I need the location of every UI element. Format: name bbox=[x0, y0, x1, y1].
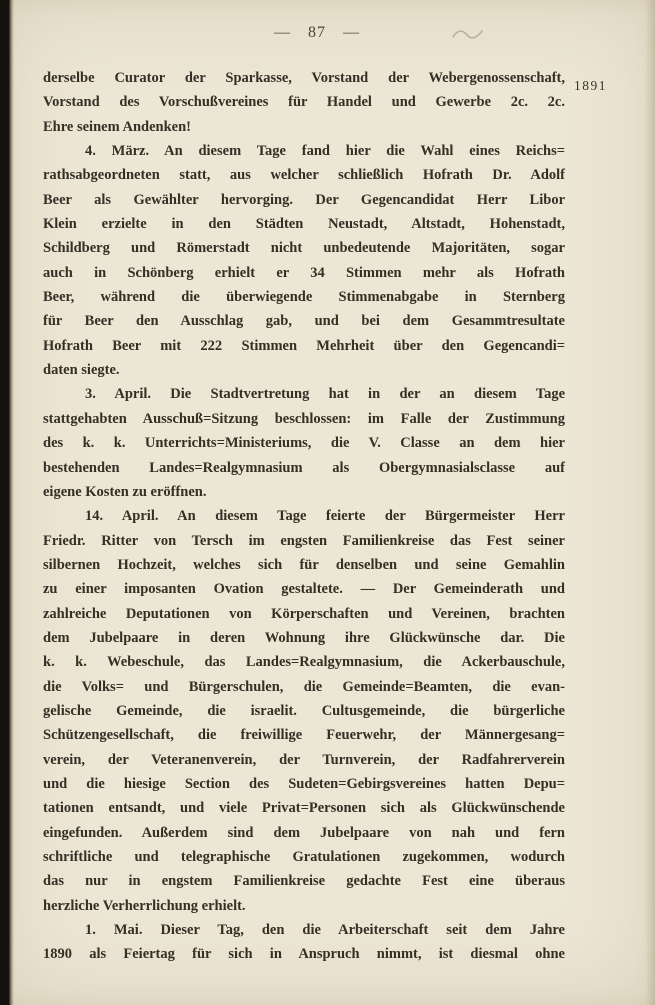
text-line: schriftliche und telegraphische Gratulationen zugekommen, wodurch bbox=[43, 849, 565, 865]
text-block bbox=[43, 66, 565, 967]
text-line: das nur in engstem Familienkreise gedachte Fest eine überaus bbox=[43, 873, 565, 890]
text-line: bestehenden Landes=Realgymnasium als Obergymnasialsclasse auf bbox=[43, 459, 565, 476]
text-line: Schützengesellschaft, die freiwillige Feuerwehr, der Männergesang= bbox=[43, 727, 565, 744]
text-line: Hofrath Beer mit 222 Stimmen Mehrheit über den Gegencandi= bbox=[43, 337, 565, 354]
text-line: des k. k. Unterrichts=Ministeriums, die V. Classe an dem hier bbox=[43, 435, 565, 452]
margin-year-note: 1891 bbox=[574, 78, 607, 93]
text-line: und die hiesige Section des Sudeten=Gebirgsvereines hatten Depu= bbox=[43, 775, 565, 792]
text-line: Beer als Gewählter hervorging. Der Gegencandidat Herr Libor bbox=[43, 191, 565, 208]
text-line: auch in Schönberg erhielt er 34 Stimmen mehr als Hofrath bbox=[43, 264, 565, 281]
page-number: — 87 — bbox=[274, 24, 360, 41]
text-line: herzliche Verherrlichung erhielt. bbox=[43, 897, 246, 914]
text-line: 1890 als Feiertag für sich in Anspruch nimmt, ist diesmal ohne bbox=[43, 946, 565, 963]
text-line: Vorstand des Vorschußvereines für Handel und Gewerbe 2c. 2c. bbox=[43, 94, 565, 111]
text-line: 3. April. Die Stadtvertretung hat in der an diesem Tage bbox=[85, 386, 565, 403]
text-line: rathsabgeordneten statt, aus welcher schließlich Hofrath Dr. Adolf bbox=[43, 167, 565, 184]
text-line: derselbe Curator der Sparkasse, Vorstand der Webergenossenschaft, bbox=[43, 70, 565, 86]
text-line: Schildberg und Römerstadt nicht unbedeutende Majoritäten, sogar bbox=[43, 240, 565, 257]
text-line: tationen entsandt, und viele Privat=Personen sich als Glückwünschende bbox=[43, 800, 565, 817]
text-line: eingefunden. Außerdem sind dem Jubelpaare von nah und fern bbox=[43, 824, 565, 841]
text-line: Ehre seinem Andenken! bbox=[43, 118, 191, 135]
text-line: verein, der Veteranenverein, der Turnverein, der Radfahrerverein bbox=[43, 751, 565, 768]
text-line: gelische Gemeinde, die israelit. Cultusgemeinde, die bürgerliche bbox=[43, 702, 565, 719]
scan-edge-left bbox=[0, 0, 14, 1005]
text-line: Beer, während die überwiegende Stimmenabgabe in Sternberg bbox=[43, 289, 565, 306]
text-line: 14. April. An diesem Tage feierte der Bürgermeister Herr bbox=[85, 508, 565, 525]
text-line: eigene Kosten zu eröffnen. bbox=[43, 483, 207, 500]
text-line: 4. März. An diesem Tage fand hier die Wahl eines Reichs= bbox=[85, 143, 565, 160]
pencil-squiggle-icon bbox=[452, 27, 484, 43]
text-line: Friedr. Ritter von Tersch im engsten Familienkreise das Fest seiner bbox=[43, 532, 565, 549]
text-line: daten siegte. bbox=[43, 362, 120, 379]
text-line: Klein erzielte in den Städten Neustadt, Altstadt, Hohenstadt, bbox=[43, 216, 565, 233]
page-shade-right bbox=[645, 0, 655, 1005]
text-line: zahlreiche Deputationen von Körperschaften und Vereinen, brachten bbox=[43, 605, 565, 622]
text-line: dem Jubelpaare in deren Wohnung ihre Glückwünsche dar. Die bbox=[43, 629, 565, 646]
text-line: die Volks= und Bürgerschulen, die Gemeinde=Beamten, die evan- bbox=[43, 678, 565, 695]
text-line: stattgehabten Ausschuß=Sitzung beschlossen: im Falle der Zustimmung bbox=[43, 410, 565, 427]
text-line: für Beer den Ausschlag gab, und bei dem Gesammtresultate bbox=[43, 313, 565, 330]
text-line: silbernen Hochzeit, welches sich für denselben und seine Gemahlin bbox=[43, 556, 565, 573]
text-line: 1. Mai. Dieser Tag, den die Arbeiterschaft seit dem Jahre bbox=[85, 922, 565, 939]
text-line: k. k. Webeschule, das Landes=Realgymnasium, die Ackerbauschule, bbox=[43, 654, 565, 671]
text-line: zu einer imposanten Ovation gestaltete. — Der Gemeinderath und bbox=[43, 581, 565, 598]
